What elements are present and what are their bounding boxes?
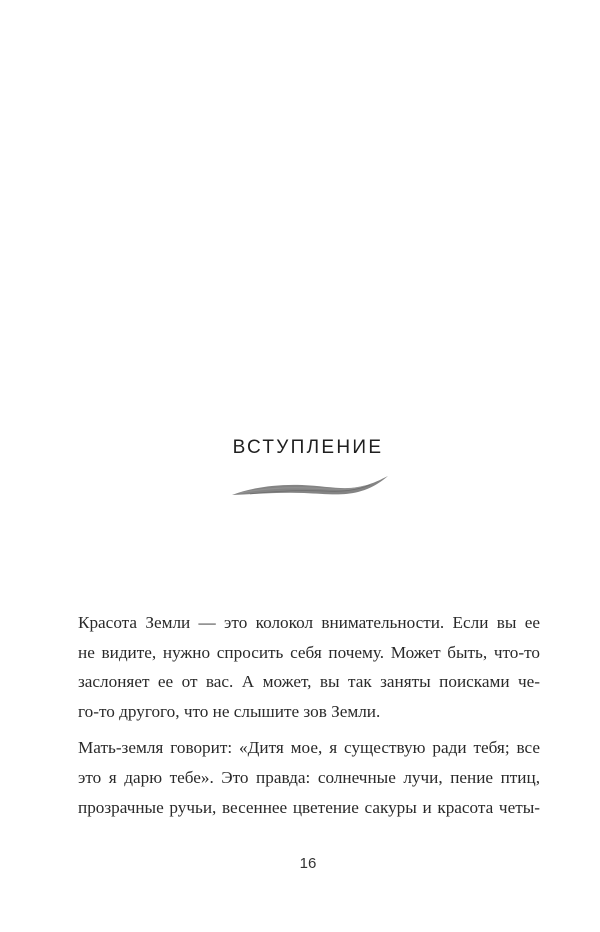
text-line: это я дарю тебе». Это правда: солнечные лучи, пение птиц, (78, 767, 540, 787)
text-line: заслоняет ее от вас. А может, вы так заняты поисками че- (78, 672, 540, 692)
text-line: прозрачные ручьи, весеннее цветение сакуры и красота четы- (78, 797, 540, 817)
text-line: не видите, нужно спросить себя почему. Может быть, что-то (78, 642, 540, 662)
brush-stroke-icon (230, 474, 390, 504)
page-number: 16 (299, 855, 317, 872)
body-text (78, 608, 540, 822)
text-line: Красота Земли — это колокол внимательности. Если вы ее (78, 613, 540, 632)
text-line: го-то другого, что не слышите зов Земли. (78, 701, 381, 721)
chapter-title: ВСТУПЛЕНИЕ (232, 436, 384, 458)
paragraph (78, 733, 540, 822)
text-line: Мать-земля говорит: «Дитя мое, я существую ради тебя; все (78, 738, 540, 758)
paragraph (78, 608, 540, 726)
